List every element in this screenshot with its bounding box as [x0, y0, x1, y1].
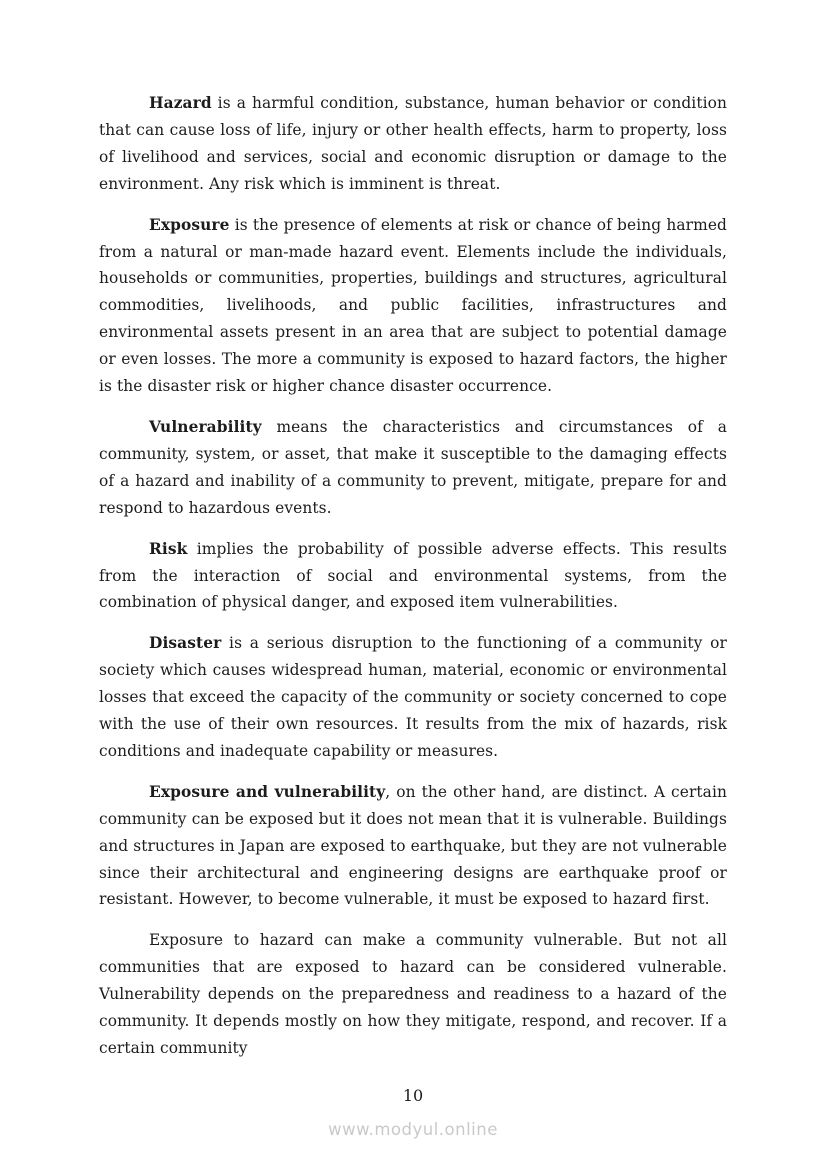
paragraph-exposure [99, 212, 727, 400]
paragraph-exposure-to-hazard [99, 927, 727, 1062]
paragraph-hazard-text: is a harmful condition, substance, human behavior or condition that can cause loss of life, injury or other health effects, harm to property, loss of livelihood and services, social and economic disruption or damage to the environment. Any risk which is imminent is threat. [99, 94, 727, 193]
paragraph-vulnerability [99, 414, 727, 522]
paragraph-risk-text: implies the probability of possible adverse effects. This results from the interaction of social and environmental systems, from the combination of physical danger, and exposed item vulnerabilities. [99, 539, 727, 612]
paragraph-exposure-to-hazard-text: Exposure to hazard can make a community vulnerable. But not all communities that are exposed to hazard can be considered vulnerable. Vulnerability depends on the preparedness and readiness to a hazard of the community. It depends mostly on how they mitigate, respond, and recover. If a certain community [99, 931, 727, 1057]
page-number: 10 [402, 1086, 424, 1105]
term-hazard: Hazard [149, 94, 212, 112]
term-risk: Risk [149, 539, 188, 558]
paragraph-hazard [99, 90, 727, 198]
term-exposure: Exposure [149, 215, 230, 234]
paragraph-exposure-vs-vulnerability [99, 779, 727, 914]
paragraph-exposure-text: is the presence of elements at risk or chance of being harmed from a natural or man-made hazard event. Elements include the individuals, households or communities, properties, buildings and structures, agricultural commodities, livelihoods, and public facilities, infrastructures and environmental assets present in an area that are subject to potential damage or even losses. The more a community is exposed to hazard factors, the higher is the disaster risk or higher chance disaster occurrence. [99, 215, 727, 396]
paragraph-exposure-vs-vulnerability-text: , on the other hand, are distinct. A certain community can be exposed but it does not mean that it is vulnerable. Buildings and structures in Japan are exposed to earthquake, but they are not vulnerable since their architectural and engineering designs are earthquake proof or resistant. However, to become vulnerable, it must be exposed to hazard first. [99, 782, 727, 909]
paragraph-risk [99, 536, 727, 617]
watermark: www.modyul.online [328, 1120, 498, 1139]
term-exposure-and-vulnerability: Exposure and vulnerability [149, 782, 386, 801]
paragraph-vulnerability-text: means the characteristics and circumstances of a community, system, or asset, that make it susceptible to the damaging effects of a hazard and inability of a community to prevent, mitigate, prepare for and respond to hazardous events. [99, 417, 727, 517]
paragraph-disaster-text: is a serious disruption to the functioning of a community or society which causes widespread human, material, economic or environmental losses that exceed the capacity of the community or society concerned to cope with the use of their own resources. It results from the mix of hazards, risk conditions and inadequate capability or measures. [99, 634, 727, 760]
term-disaster: Disaster [149, 634, 222, 653]
paragraph-disaster [99, 630, 727, 765]
document-body [99, 90, 727, 1076]
term-vulnerability: Vulnerability [149, 417, 262, 436]
